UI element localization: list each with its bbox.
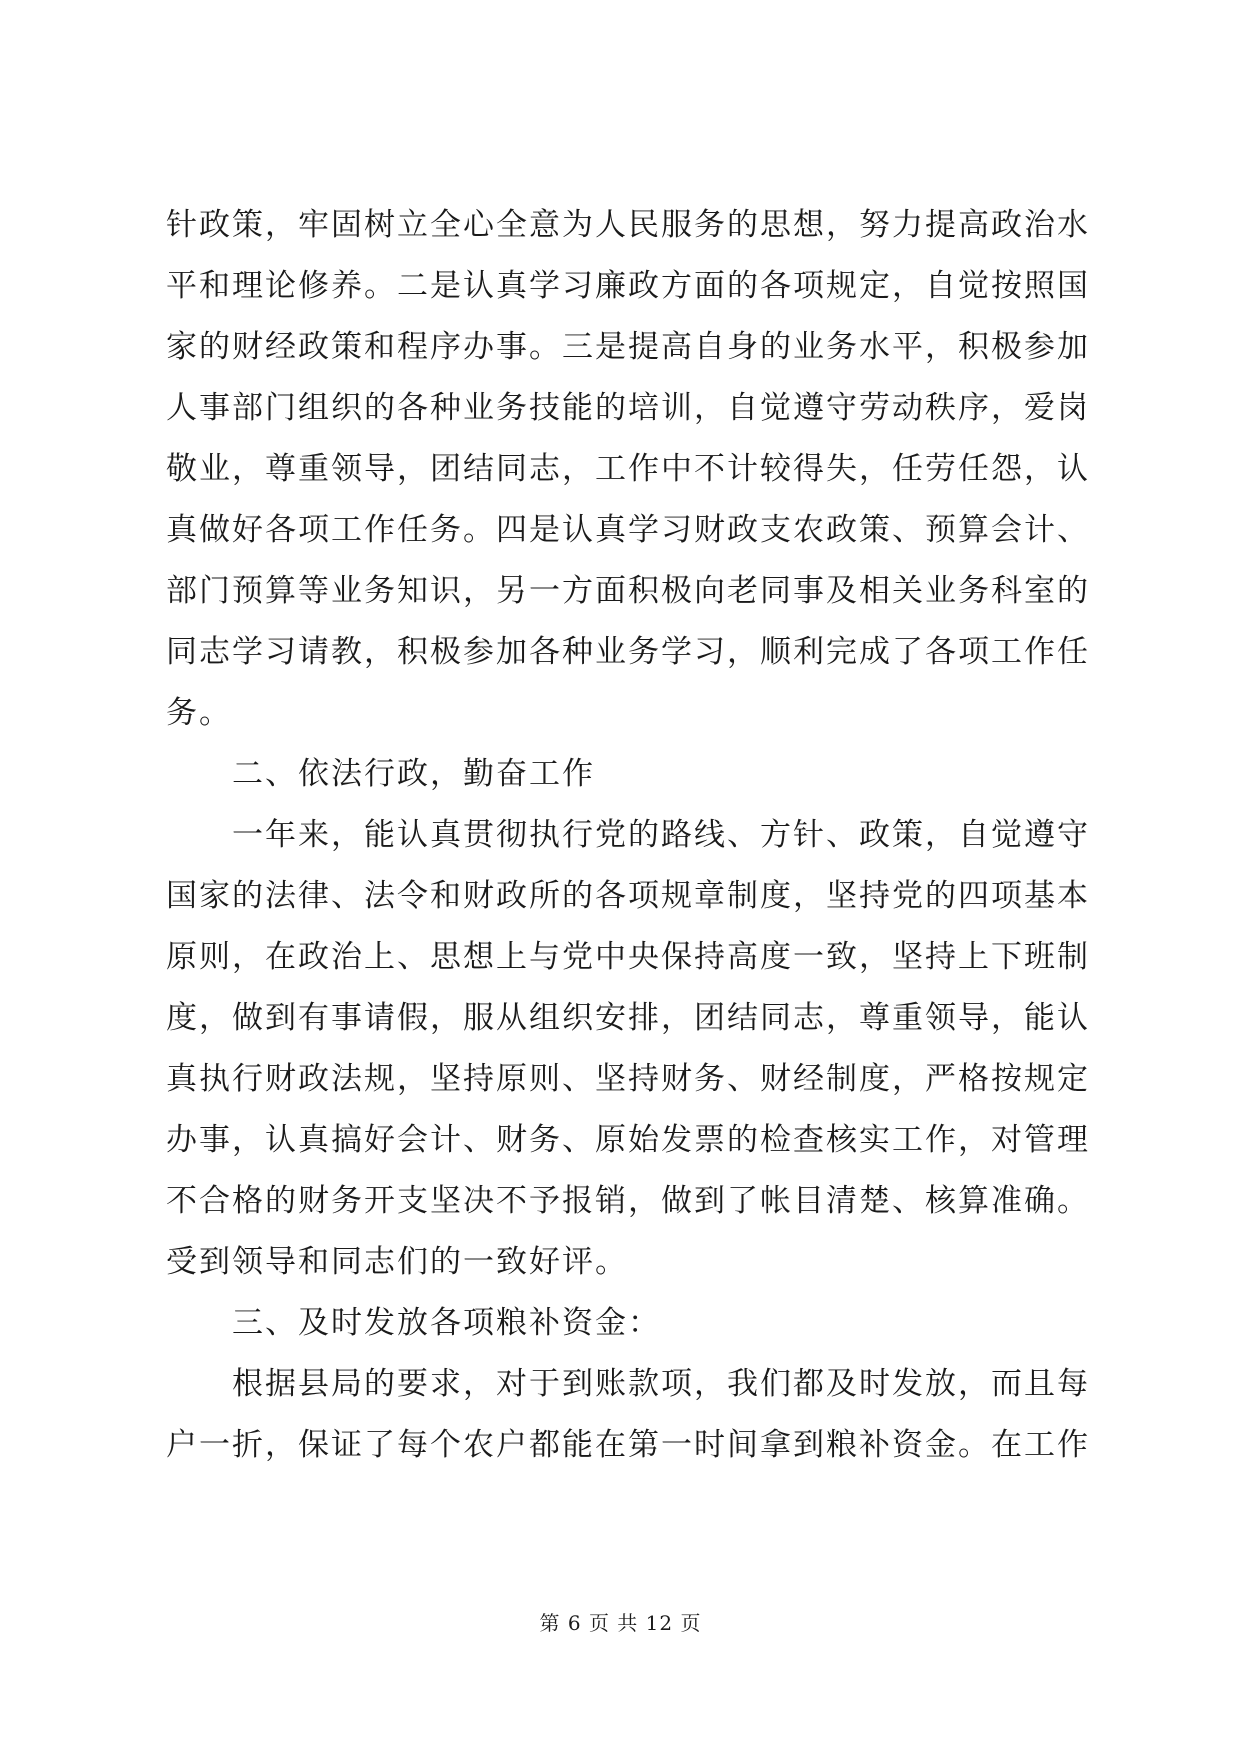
body-line: 原则，在政治上、思想上与党中央保持高度一致，坚持上下班制: [166, 939, 1090, 975]
body-line: 不合格的财务开支坚决不予报销，做到了帐目清楚、核算准确。: [166, 1183, 1090, 1219]
page-number-footer: 第 6 页 共 12 页: [539, 1611, 702, 1635]
body-line: 真做好各项工作任务。四是认真学习财政支农政策、预算会计、: [166, 512, 1090, 548]
body-line: 家的财经政策和程序办事。三是提高自身的业务水平，积极参加: [166, 329, 1090, 365]
section-heading: 二、依法行政，勤奋工作: [232, 756, 595, 792]
body-line: 办事，认真搞好会计、财务、原始发票的检查核实工作，对管理: [166, 1122, 1090, 1158]
body-line: 国家的法律、法令和财政所的各项规章制度，坚持党的四项基本: [166, 878, 1090, 914]
body-line: 敬业，尊重领导，团结同志，工作中不计较得失，任劳任怨，认: [166, 451, 1090, 487]
body-line: 人事部门组织的各种业务技能的培训，自觉遵守劳动秩序，爱岗: [166, 390, 1090, 426]
body-line: 同志学习请教，积极参加各种业务学习，顺利完成了各项工作任: [166, 634, 1090, 670]
body-line: 户一折，保证了每个农户都能在第一时间拿到粮补资金。在工作: [166, 1427, 1090, 1463]
body-line: 务。: [166, 695, 232, 731]
body-line: 部门预算等业务知识，另一方面积极向老同事及相关业务科室的: [166, 573, 1090, 609]
body-line: 度，做到有事请假，服从组织安排，团结同志，尊重领导，能认: [166, 1000, 1090, 1036]
body-line: 针政策，牢固树立全心全意为人民服务的思想，努力提高政治水: [166, 207, 1090, 243]
body-line: 根据县局的要求，对于到账款项，我们都及时发放，而且每: [232, 1366, 1090, 1402]
section-heading: 三、及时发放各项粮补资金：: [232, 1305, 661, 1341]
body-line: 平和理论修养。二是认真学习廉政方面的各项规定，自觉按照国: [166, 268, 1090, 304]
body-line: 受到领导和同志们的一致好评。: [166, 1244, 628, 1280]
body-line: 真执行财政法规，坚持原则、坚持财务、财经制度，严格按规定: [166, 1061, 1090, 1097]
body-line: 一年来，能认真贯彻执行党的路线、方针、政策，自觉遵守: [232, 817, 1090, 853]
